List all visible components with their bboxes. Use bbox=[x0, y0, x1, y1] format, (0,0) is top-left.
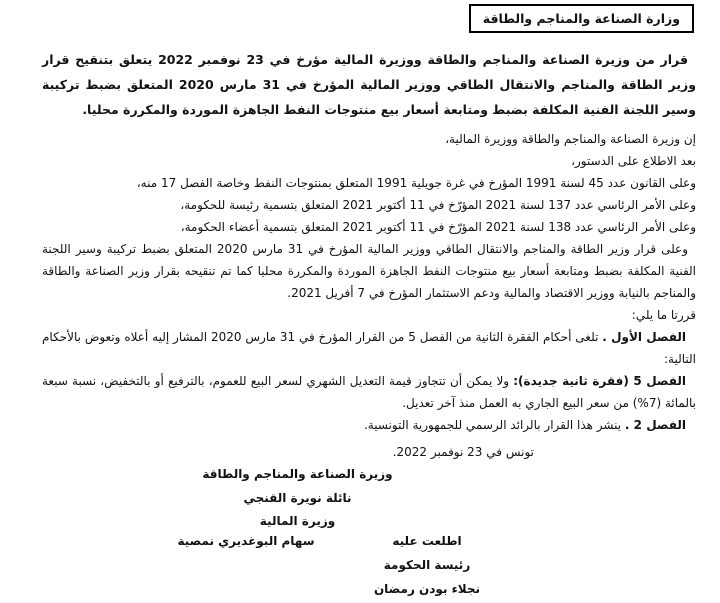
visa-presidential-order-138: وعلى الأمر الرئاسي عدد 138 لسنة 2021 المؤرّخ في 11 أكتوبر 2021 المتعلق بتسمية أعضاء الحكومة، bbox=[180, 220, 696, 234]
signature-block-head-of-government bbox=[352, 529, 502, 601]
visa-decree-31-march-2020: وعلى قرار وزير الطاقة والمناجم والانتقال الطاقي ووزير المالية المؤرخ في 31 مارس 2020 المتعلق بضبط تركيبة وسير اللجنة الفنية المكلفة بضبط ومتابعة أسعار بيع منتوجات النفط الجاهزة الموردة والمكررة محليا كما تم تنقيحه بقرار وزير الصناعة والطاقة والمناجم بالنيابة ووزير الاقتصاد والمالية ودعم الاستثمار المؤرخ في 7 أفريل 2021. bbox=[42, 242, 696, 300]
ministry-name: وزارة الصناعة والمناجم والطاقة bbox=[482, 11, 680, 26]
article-2-text: ينشر هذا القرار بالرائد الرسمي للجمهورية التونسية. bbox=[363, 418, 622, 432]
place-and-date: تونس في 23 نوفمبر 2022. bbox=[392, 445, 534, 459]
article-1-label: الفصل الأول . bbox=[602, 330, 687, 344]
article-5-label: الفصل 5 (فقرة ثانية جديدة): bbox=[513, 374, 686, 388]
article-2-label: الفصل 2 . bbox=[624, 418, 686, 432]
decree-title: قرار من وزيرة الصناعة والمناجم والطاقة ووزيرة المالية مؤرخ في 23 نوفمبر 2022 يتعلق بتنقيح قرار وزير الطاقة والمناجم والانتقال الطاقي ووزير المالية المؤرخ في 31 مارس 2020 المتعلق بضبط تركيبة وسير اللجنة الفنية المكلفة بضبط ومتابعة أسعار بيع منتوجات النفط الجاهزة الموردة والمكررة محليا. bbox=[42, 52, 696, 117]
signature-pm-name: نجلاء بودن رمضان bbox=[373, 582, 481, 596]
article-1-text: تلغى أحكام الفقرة الثانية من الفصل 5 من القرار المؤرخ في 31 مارس 2020 المشار إليه أعلاه وتعوض بالأحكام التالية: bbox=[42, 330, 696, 366]
decree-body bbox=[0, 47, 720, 436]
signature-finance-minister-name: سهام البوغديري نمصية bbox=[177, 534, 315, 548]
article-1 bbox=[42, 326, 696, 370]
signature-industry-minister-title: وزيرة الصناعة والمناجم والطاقة bbox=[202, 467, 393, 481]
article-5-new-paragraph bbox=[42, 370, 696, 414]
article-2 bbox=[42, 414, 696, 436]
signature-pm-title: رئيسة الحكومة bbox=[383, 558, 471, 572]
signature-industry-minister-name: نائلة نويرة القنجي bbox=[243, 490, 352, 505]
preamble-intro: إن وزيرة الصناعة والمناجم والطاقة ووزيرة المالية، bbox=[445, 132, 696, 146]
visa-constitution: بعد الاطلاع على الدستور، bbox=[571, 154, 696, 168]
visa-law-45-1991: وعلى القانون عدد 45 لسنة 1991 المؤرخ في غرة جويلية 1991 المتعلق بمنتوجات النفط وخاصة الفصل 17 منه، bbox=[136, 176, 696, 190]
article-5-text: ولا يمكن أن تتجاوز قيمة التعديل الشهري لسعر البيع للعموم، بالترفيع أو بالتخفيض، نسبة سبعة بالمائة ⁦(%7)⁩ من سعر البيع الجاري به العمل منذ آخر تعديل. bbox=[42, 374, 696, 410]
signature-block-industry-minister bbox=[200, 463, 395, 534]
ministry-header-box bbox=[469, 4, 694, 33]
visa-presidential-order-137: وعلى الأمر الرئاسي عدد 137 لسنة 2021 المؤرّخ في 11 أكتوبر 2021 المتعلق بتسمية رئيسة للحكومة، bbox=[180, 198, 696, 212]
signature-seen-by: اطلعت عليه bbox=[392, 534, 462, 548]
decree-lead: قررتا ما يلي: bbox=[631, 308, 696, 322]
signature-finance-minister-title: وزيرة المالية bbox=[259, 514, 336, 528]
